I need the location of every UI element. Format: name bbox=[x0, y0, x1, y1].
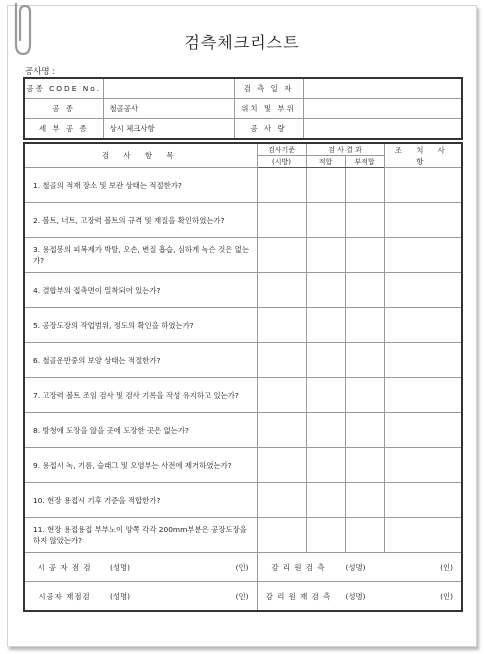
header-info-row bbox=[24, 119, 462, 140]
checklist-item-text: 4. 결합부의 접촉면이 밀착되어 있는가? bbox=[24, 273, 257, 308]
signature-name-field: (성명) bbox=[345, 591, 366, 601]
action-cell bbox=[384, 518, 462, 553]
fail-cell bbox=[345, 483, 384, 518]
pass-cell bbox=[306, 343, 345, 378]
column-header-pass: 적합 bbox=[306, 156, 345, 168]
pass-cell bbox=[306, 168, 345, 203]
column-header-fail: 부적합 bbox=[345, 156, 384, 168]
signature-seal: (인) bbox=[440, 562, 454, 572]
pass-cell bbox=[306, 378, 345, 413]
pass-cell bbox=[306, 308, 345, 343]
action-cell bbox=[384, 448, 462, 483]
action-cell bbox=[384, 273, 462, 308]
fail-cell bbox=[345, 518, 384, 553]
fail-cell bbox=[345, 203, 384, 238]
signature-right bbox=[257, 553, 462, 582]
signature-label: 시공자 재점검 bbox=[38, 591, 91, 601]
header-label: 공 종 bbox=[24, 99, 103, 119]
signature-seal: (인) bbox=[440, 591, 454, 601]
criteria-cell bbox=[257, 273, 306, 308]
table-header-row bbox=[24, 143, 462, 156]
signature-name-field: (성명) bbox=[110, 562, 131, 572]
checklist-row bbox=[24, 238, 462, 273]
criteria-cell bbox=[257, 238, 306, 273]
header-value: 상시 체크사항 bbox=[103, 119, 234, 140]
page-title: 검측체크리스트 bbox=[184, 33, 300, 52]
signature-left bbox=[24, 582, 257, 612]
action-cell bbox=[384, 308, 462, 343]
header-label: 위치 및 부위 bbox=[234, 99, 303, 119]
fail-cell bbox=[345, 308, 384, 343]
criteria-cell bbox=[257, 413, 306, 448]
criteria-cell bbox=[257, 203, 306, 238]
criteria-cell bbox=[257, 343, 306, 378]
checklist-item-text: 11. 현장 용접용접 부부노이 양쪽 각각 200mm부분은 공장도장을 하지 않았는가? bbox=[24, 518, 257, 553]
signature-seal: (인) bbox=[235, 591, 249, 601]
fail-cell bbox=[345, 343, 384, 378]
header-label: 공종 CODE No. bbox=[24, 78, 103, 99]
action-cell bbox=[384, 413, 462, 448]
header-info-table bbox=[23, 77, 463, 140]
action-cell bbox=[384, 203, 462, 238]
pass-cell bbox=[306, 483, 345, 518]
header-info-row bbox=[24, 78, 462, 99]
criteria-cell bbox=[257, 168, 306, 203]
column-header-item: 검 사 항 목 bbox=[24, 143, 257, 168]
checklist-item-text: 8. 방청에 도장을 않을 곳에 도장한 곳은 없는가? bbox=[24, 413, 257, 448]
fail-cell bbox=[345, 273, 384, 308]
checklist-item-text: 1. 철골의 적재 장소 및 보관 상태는 적절한가? bbox=[24, 168, 257, 203]
action-cell bbox=[384, 378, 462, 413]
checklist-row bbox=[24, 308, 462, 343]
checklist-row bbox=[24, 483, 462, 518]
signature-seal: (인) bbox=[235, 562, 249, 572]
fail-cell bbox=[345, 378, 384, 413]
checklist-item-text: 6. 철골운반중의 보양 상태는 적절한가? bbox=[24, 343, 257, 378]
column-header-criteria-sub: (시방) bbox=[257, 156, 306, 168]
checklist-row bbox=[24, 273, 462, 308]
pass-cell bbox=[306, 413, 345, 448]
checklist-item-text: 3. 용접봉의 피복제가 박탈, 오손, 변질 흡습, 심하게 녹슨 것은 없는가? bbox=[24, 238, 257, 273]
header-value bbox=[303, 99, 462, 119]
column-header-result: 검 사 결 과 bbox=[306, 143, 384, 156]
checklist-row bbox=[24, 413, 462, 448]
criteria-cell bbox=[257, 518, 306, 553]
signature-right bbox=[257, 582, 462, 612]
pass-cell bbox=[306, 518, 345, 553]
checklist-row bbox=[24, 378, 462, 413]
checklist-row bbox=[24, 343, 462, 378]
checklist-item-text: 5. 공장도장의 작업범위, 정도의 확인을 하였는가? bbox=[24, 308, 257, 343]
header-label: 공 사 량 bbox=[234, 119, 303, 140]
header-label: 세 부 공 종 bbox=[24, 119, 103, 140]
criteria-cell bbox=[257, 308, 306, 343]
checklist-item-text: 7. 고장력 볼트 조임 검사 및 검사 기록을 작성 유지하고 있는가? bbox=[24, 378, 257, 413]
header-value: 철골공사 bbox=[103, 99, 234, 119]
pass-cell bbox=[306, 238, 345, 273]
site-name-label: 공사명 : bbox=[25, 67, 56, 77]
signature-label: 감 리 원 재 검 측 bbox=[265, 591, 332, 601]
criteria-cell bbox=[257, 448, 306, 483]
signature-left bbox=[24, 553, 257, 582]
header-label: 검 측 일 자 bbox=[234, 78, 303, 99]
checklist-row bbox=[24, 168, 462, 203]
signature-label: 시 공 자 점 검 bbox=[37, 562, 92, 572]
column-header-criteria: 검사기준 bbox=[257, 143, 306, 156]
signature-row bbox=[24, 582, 462, 612]
signature-label: 감 리 원 검 측 bbox=[271, 562, 326, 572]
action-cell bbox=[384, 238, 462, 273]
pass-cell bbox=[306, 273, 345, 308]
checklist-table bbox=[23, 142, 463, 612]
header-value bbox=[303, 119, 462, 140]
fail-cell bbox=[345, 413, 384, 448]
action-cell bbox=[384, 343, 462, 378]
pass-cell bbox=[306, 448, 345, 483]
checklist-row bbox=[24, 448, 462, 483]
checklist-row bbox=[24, 203, 462, 238]
signature-name-field: (성명) bbox=[345, 562, 366, 572]
fail-cell bbox=[345, 168, 384, 203]
checklist-item-text: 2. 볼트, 너트, 고장력 볼트의 규격 및 재질을 확인하였는가? bbox=[24, 203, 257, 238]
checklist-item-text: 10. 현장 용접시 기후 기준을 적합한가? bbox=[24, 483, 257, 518]
header-info-row bbox=[24, 99, 462, 119]
action-cell bbox=[384, 168, 462, 203]
criteria-cell bbox=[257, 378, 306, 413]
criteria-cell bbox=[257, 483, 306, 518]
signature-name-field: (성명) bbox=[110, 591, 131, 601]
fail-cell bbox=[345, 448, 384, 483]
signature-row bbox=[24, 553, 462, 582]
fail-cell bbox=[345, 238, 384, 273]
header-value bbox=[303, 78, 462, 99]
action-cell bbox=[384, 483, 462, 518]
pass-cell bbox=[306, 203, 345, 238]
column-header-action: 조 치 사 항 bbox=[384, 143, 462, 168]
checklist-row bbox=[24, 518, 462, 553]
header-value bbox=[103, 78, 234, 99]
checklist-item-text: 9. 용접시 녹, 기름, 슬래그 및 오염부는 사전에 제거하였는가? bbox=[24, 448, 257, 483]
